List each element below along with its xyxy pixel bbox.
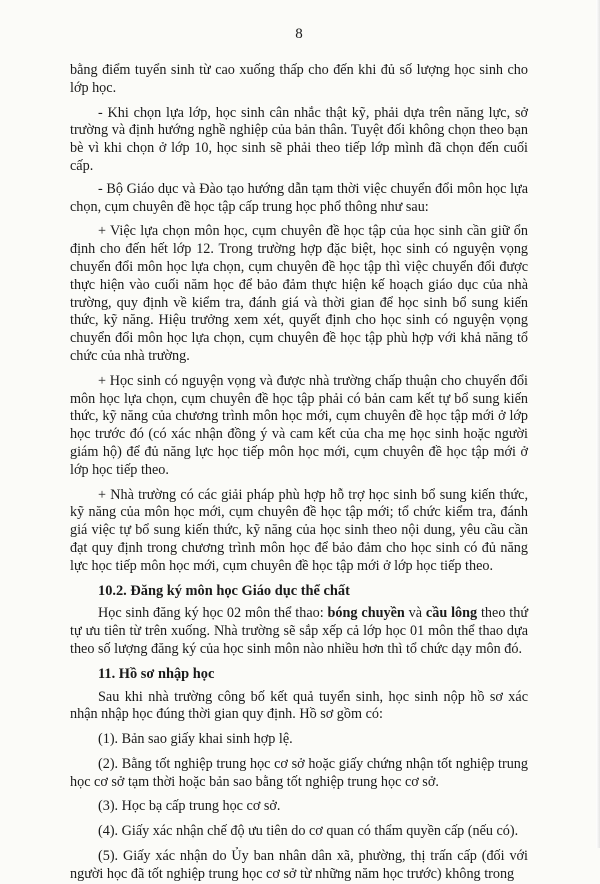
sport-badminton: cầu lông	[425, 605, 478, 622]
list-item: (5). Giấy xác nhận do Ủy ban nhân dân xã, phường, thị trấn cấp (đối với người học đã tốt nghiệp trung học cơ sở từ những năm học trước) không trong	[70, 848, 528, 882]
paragraph-student-commitment: + Học sinh có nguyện vọng và được nhà trường chấp thuận cho chuyển đổi môn học lựa chọn, cụm chuyên đề học tập phải có bản cam kết tự bổ sung kiến thức, kỹ năng của chương trình môn học mới, cụm chuyên đề học tập mới ở lớp học trước đó (có xác nhận đồng ý và cam kết của cha mẹ học sinh hoặc người giám hộ) để đủ năng lực học tiếp môn học mới, cụm chuyên đề học tập mới ở lớp học tiếp theo.	[70, 372, 528, 478]
paragraph-admission-intro: Sau khi nhà trường công bố kết quả tuyển sinh, học sinh nộp hồ sơ xác nhận nhập học đúng thời gian quy định. Hồ sơ gồm có:	[70, 688, 528, 723]
page-number: 8	[295, 26, 303, 42]
list-item: (1). Bản sao giấy khai sinh hợp lệ.	[98, 731, 293, 748]
list-item: (4). Giấy xác nhận chế độ ưu tiên do cơ quan có thẩm quyền cấp (nếu có).	[98, 823, 519, 840]
paragraph-continuation: bằng điểm tuyển sinh từ cao xuống thấp cho đến khi đủ số lượng học sinh cho lớp học.	[70, 62, 528, 96]
paragraph-class-selection: - Khi chọn lựa lớp, học sinh cân nhắc thật kỹ, phải dựa trên năng lực, sở trường và định hướng nghề nghiệp của bản thân. Tuyệt đối không chọn theo bạn bè vì khi chọn ở lớp 10, học sinh sẽ phải theo tiếp lớp mình đã chọn đến cuối cấp.	[70, 104, 528, 174]
document-body	[70, 62, 528, 884]
heading-10-2: 10.2. Đăng ký môn học Giáo dục thể chất	[98, 582, 350, 599]
paragraph-ministry-guidance: - Bộ Giáo dục và Đào tạo hướng dẫn tạm thời việc chuyển đổi môn học lựa chọn, cụm chuyên đề học tập cấp trung học phổ thông như sau:	[70, 180, 528, 215]
paragraph-subject-stability: + Việc lựa chọn môn học, cụm chuyên đề học tập của học sinh cần giữ ổn định cho đến hết lớp 12. Trong trường hợp đặc biệt, học sinh có nguyện vọng chuyển đổi môn học lựa chọn, cụm chuyên đề học tập thì việc chuyển đổi được thực hiện vào cuối năm học để bảo đảm thực hiện kế hoạch giáo dục của nhà trường, quy định về kiểm tra, đánh giá và thời gian để học sinh bổ sung kiến thức, kỹ năng. Hiệu trưởng xem xét, quyết định cho học sinh có nguyện vọng chuyển đổi môn học lựa chọn, cụm chuyên đề học tập phù hợp với khả năng tổ chức của nhà trường.	[70, 223, 528, 364]
list-item: (3). Học bạ cấp trung học cơ sở.	[98, 798, 281, 815]
paragraph-school-support: + Nhà trường có các giải pháp phù hợp hỗ trợ học sinh bổ sung kiến thức, kỹ năng của môn học mới, cụm chuyên đề học tập mới; tổ chức kiểm tra, đánh giá việc tự bổ sung kiến thức, kỹ năng của học sinh theo nội dung, yêu cầu cần đạt quy định trong chương trình môn học để bảo đảm cho học sinh có đủ năng lực học tiếp môn học mới, cụm chuyên đề học tập mới ở lớp học tiếp theo.	[70, 486, 528, 574]
heading-11: 11. Hồ sơ nhập học	[98, 665, 215, 682]
list-item: (2). Bằng tốt nghiệp trung học cơ sở hoặc giấy chứng nhận tốt nghiệp trung học cơ sở tạm thời hoặc bản sao bằng tốt nghiệp trung học cơ sở.	[70, 755, 528, 790]
sport-volleyball: bóng chuyền	[327, 605, 405, 622]
scan-edge	[596, 0, 600, 848]
paragraph-pe-registration: Học sinh đăng ký học 02 môn thể thao: bóng chuyền và cầu lông theo thứ tự ưu tiên từ trên xuống. Nhà trường sẽ sắp xếp cả lớp học 01 môn thể thao dựa theo số lượng đăng ký của học sinh môn nào nhiều hơn thì tổ chức dạy môn đó.	[70, 605, 529, 657]
